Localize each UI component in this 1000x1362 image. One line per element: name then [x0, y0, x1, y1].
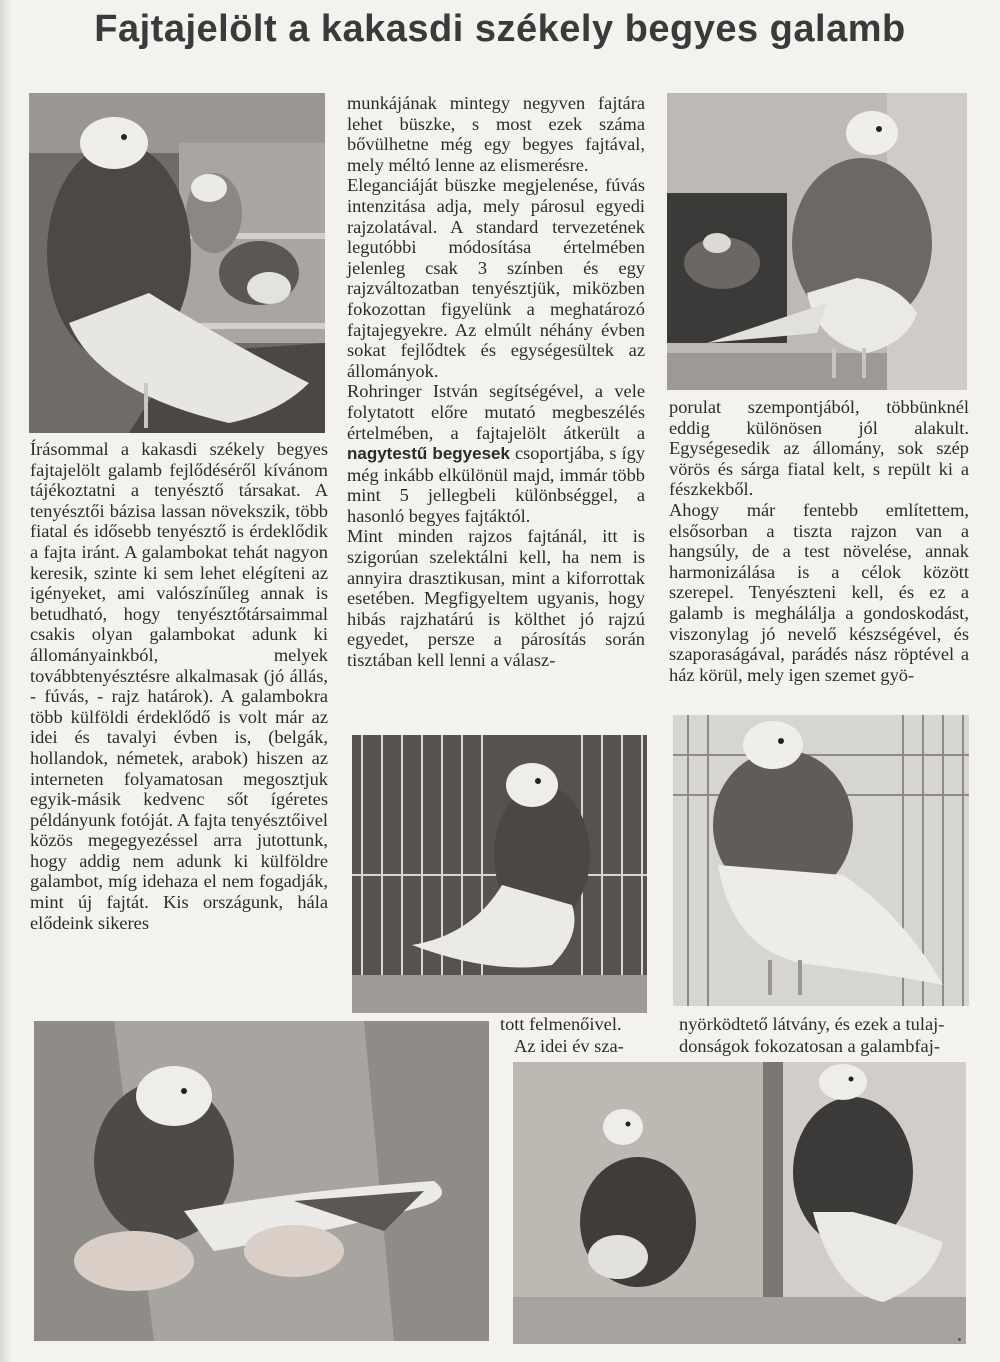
- column-3-tail-line-2: donságok fokozatosan a galambfaj-: [679, 1036, 940, 1056]
- photo-pigeon-held-in-hands: [34, 1021, 489, 1341]
- paragraph-breeding: Ahogy már fentebb említettem, elsősorban a tiszta rajzon van a hangsúly, de a test növelése, annak harmonizálása is a célok között szerepel. Tenyészteni kell, és ez a galamb is meghálálja a gondoskodást, viszonylag jó nevelő készségével, és szaporaságával, parádés nász röptével a ház körül, mely igen szemet gyö-: [669, 499, 969, 685]
- article-title: Fajtajelölt a kakasdi székely begyes galamb: [94, 8, 906, 50]
- paragraph-selection: Mint minden rajzos fajtánál, itt is szigorúan szelektálni kell, ha nem is annyira drasztikusan, mint a kiforrottak esetében. Megfigyeltem ugyanis, hogy hibás rajzhatárú is költhet jó rajzú egyedet, persze a párosítás során tisztában kell lenni a válasz-: [347, 526, 645, 671]
- paragraph-elegance: Eleganciáját büszke megjelenése, fúvás intenzitása adja, mely párosul egyedi rajzolatával. A standard tervezetének legutóbbi módosítása értelmében jelenleg csak 3 színben és egy rajzváltozatban tenyésztjük, miközben fokozottan figyelünk a meghatározó fajtajegyekre. Az elmúlt néhány évben sokat fejlődtek és egységesültek az állományok.: [347, 175, 645, 381]
- column-2-tail-line-1: tott felmenőivel.: [500, 1014, 622, 1034]
- column-3-text: [669, 397, 969, 685]
- photo-two-pigeons-on-board: [513, 1062, 966, 1344]
- column-2-tail-line-2: Az idei év sza-: [514, 1036, 624, 1056]
- paragraph-season: porulat szempontjából, többünknél eddig különösen jól alakult. Egységesedik az állomány, sok szép vörös és sárga fiatal kelt, s repült ki a fészkekből.: [669, 397, 969, 500]
- paragraph-intro: Írásommal a kakasdi székely begyes fajtajelölt galamb fejlődéséről kívánom tájékoztatni a tenyésztő társakat. A tenyésztői bázisa lassan növekszik, több fiatal és idősebb tenyésztő is érdeklődik a fajta iránt. A galambokat tehát nagyon keresik, szinte ki sem lehet elégíteni az igényeket, ami valószínűleg annak is betudható, hogy tenyésztőtársaimmal csakis olyan galambokat adunk ki állományainkból, melyek továbbtenyésztésre alkalmasak (jó állás, - fúvás, - rajz határok). A galambokra több külföldi érdeklődő is volt már az idei és tavalyi évben is, (belgák, hollandok, németek, arabok) hiszen az interneten folyamatosan megosztjuk egyik-másik kedvenc sőt ígéretes példányunk fotóját. A fajta tenyésztőivel közös megegyezéssel arra jutottunk, hogy addig nem adunk ki külföldre galambot, míg idehaza el nem fogadják, mint új fajtát. Kis országunk, hála elődeink sikeres: [30, 439, 328, 933]
- column-1-text: [30, 439, 328, 933]
- paragraph-rohringer: Rohringer István segítségével, a vele folytatott előre mutató megbeszélés értelmében, a fajtajelölt átkerült a nagytestű begyesek csoportjába, s így még inkább elkülönül majd, immár több mint 5 jellegbeli különbséggel, a hasonló begyes fajtáktól.: [347, 381, 645, 526]
- photo-pigeon-on-perch: [29, 93, 325, 433]
- bold-category: nagytestű begyesek: [347, 444, 510, 464]
- photo-pigeon-in-cage-2: [673, 715, 969, 1006]
- column-2-text: [347, 93, 645, 671]
- column-3-tail-line-1: nyörködtető látvány, és ezek a tulaj-: [679, 1014, 945, 1034]
- paragraph-continuation: munkájának mintegy negyven fajtára lehet büszke, s most ezek száma bővülhetne még egy begyes fajtával, mely méltó lenne az elismerésre.: [347, 93, 645, 175]
- photo-pigeon-on-shelf: [667, 93, 967, 390]
- photo-pigeon-in-cage-1: [352, 735, 647, 1013]
- page-speck: [958, 1338, 961, 1341]
- page-binding-shadow: [0, 0, 12, 1362]
